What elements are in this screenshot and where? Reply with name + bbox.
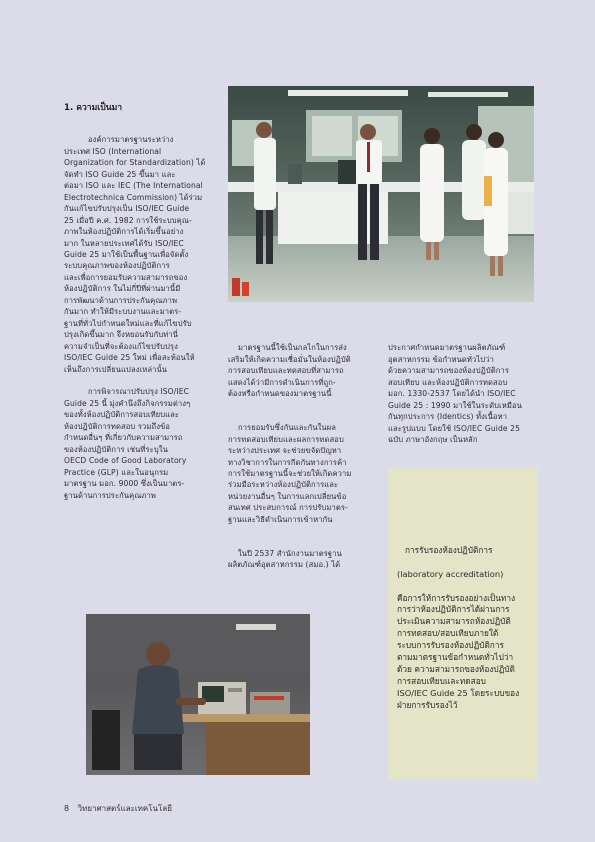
photo-lab-group xyxy=(228,86,534,302)
technician-illustration xyxy=(86,614,310,775)
publication-name: วิทยาศาสตร์และเทคโนโลยี xyxy=(77,804,172,813)
middle-para-3: ในปี 2537 สำนักงานมาตรฐาน ผลิตภัณฑ์อุตสาหกรรม (สมอ.) ได้ xyxy=(228,548,342,570)
sidebar-text xyxy=(397,533,534,712)
left-column xyxy=(64,123,208,512)
page-number: 8 xyxy=(64,804,70,813)
sidebar-title: การรับรองห้องปฏิบัติการ xyxy=(405,544,493,555)
right-column xyxy=(388,331,536,457)
page-footer xyxy=(64,802,172,815)
left-para-2: การพิจารณาปรับปรุง ISO/IEC Guide 25 นี้ มุ่งคำนึงถึงกิจกรรมต่างๆ ของทั้งห้องปฏิบัติการสอบเทียบและ ห้องปฏิบัติการทดสอบ รวมถึงข้อ กำหนดอื่นๆ ที่เกี่ยวกับความสามารถ ของห้องปฏิบัติการ เช่นที่ระบุใน OECD Code of Good Laboratory Practice (GLP) และในอนุกรม มาตรฐาน มอก. 9000 ซึ่งเป็นมาตร- ฐานด้านการประกันคุณภาพ xyxy=(64,387,191,500)
section-heading: 1. ความเป็นมา xyxy=(64,103,123,113)
lab-group-illustration xyxy=(228,86,534,302)
left-para-1: องค์การมาตรฐานระหว่าง ประเทศ ISO (International Organization for Standardization) ได้ จัดทำ ISO Guide 25 ขึ้นมา และ ต่อมา ISO และ IEC (The International Electrotechnica Commission) ได้ร่วม กันแก้ไขปรับปรุงเป็น ISO/IEC Guide 25 เมื่อปี ค.ศ. 1982 การใช้ระบบคุณ- ภาพในห้องปฏิบัติการได้เริ่มขึ้นอย่าง มาก ในหลายประเทศได้รับ ISO/IEC Guide 25 มาใช้เป็นพื้นฐานเพื่อจัดตั้ง ระบบคุณภาพของห้องปฏิบัติการ และเพื่อการยอมรับความสามารถของ ห้องปฏิบัติการ ในไม่กี่ปีที่ผ่านมานี้มี การพัฒนาด้านการประกันคุณภาพ กันมาก ทำให้มีระบบงานและมาตร- ฐานที่ทั่วไปกำหนดใหม่และที่แก้ไขปรับ ปรุงเกิดขึ้นมาก จึงหยอนรับกับท่านี่ ความจำเป็นที่จะต้องแก้ไขปรับปรุง ISO/IEC Guide 25 ใหม่ เพื่อสะท้อนให้ เห็นถึงการเปลี่ยนแปลงเหล่านั้น xyxy=(64,135,206,374)
photo-technician-oscilloscope xyxy=(86,614,310,775)
right-para-1: ประกาศกำหนดมาตรฐานผลิตภัณฑ์ อุตสาหกรรม ข้อกำหนดทั่วไปว่า ด้วยความสามารถของห้องปฏิบัติการ สอบเทียบ และห้องปฏิบัติการทดสอบ มอก. 1330-2537 โดยได้นำ ISO/IEC Guide 25 : 1990 มาใช้ในระดับเหมือน กันทุกประการ (Identics) ทั้งเนื้อหา และรูปแบบ โดยใช้ ISO/IEC Guide 25 ฉบับ ภาษาอังกฤษ เป็นหลัก xyxy=(388,343,522,445)
middle-column xyxy=(228,331,375,582)
middle-para-1: มาตรฐานนี้ใช้เป็นกลไกในการส่ง เสริมให้เกิดความเชื่อมั่นในห้องปฏิบัติ การสอบเทียบและทดสอบที่สามารถ แสดงได้ว่ามีการดำเนินการที่ถูก- ต้องหรือกำหนดของมาตรฐานนี้ xyxy=(228,343,351,399)
middle-para-2: การยอมรับซึ่งกันและกันในผล การทดสอบเทียบและผลการทดสอบ ระหว่างประเทศ จะช่วยขจัดปัญหา ทางวิชาการในการกีดกันทางการค้า การใช้มาตรฐานนี้จะช่วยให้เกิดความ ร่วมมือระหว่างห้องปฏิบัติการและ หน่วยงานอื่นๆ ในการแลกเปลี่ยนข้อ สนเทศ ประสบการณ์ การปรับมาตร- ฐานและวิธีดำเนินการเข้าหากัน xyxy=(228,423,352,524)
sidebar-subtitle: (laboratory accreditation) xyxy=(397,568,504,579)
sidebar-body: คือการให้การรับรองอย่างเป็นทาง การว่าห้องปฏิบัติการได้ผ่านการ ประเมินความสามารถห้องปฏิบัติ การทดสอบ/สอบเทียบภายใต้ ระบบการรับรองห้องปฏิบัติการ ตามมาตรฐานข้อกำหนดทั่วไปว่า ด้วย ความสามารถของห้องปฏิบัติ การสอบเทียบและทดสอบ ISO/IEC Guide 25 โดยระบบของ ฝ่ายการรับรองไว้ xyxy=(397,592,520,710)
